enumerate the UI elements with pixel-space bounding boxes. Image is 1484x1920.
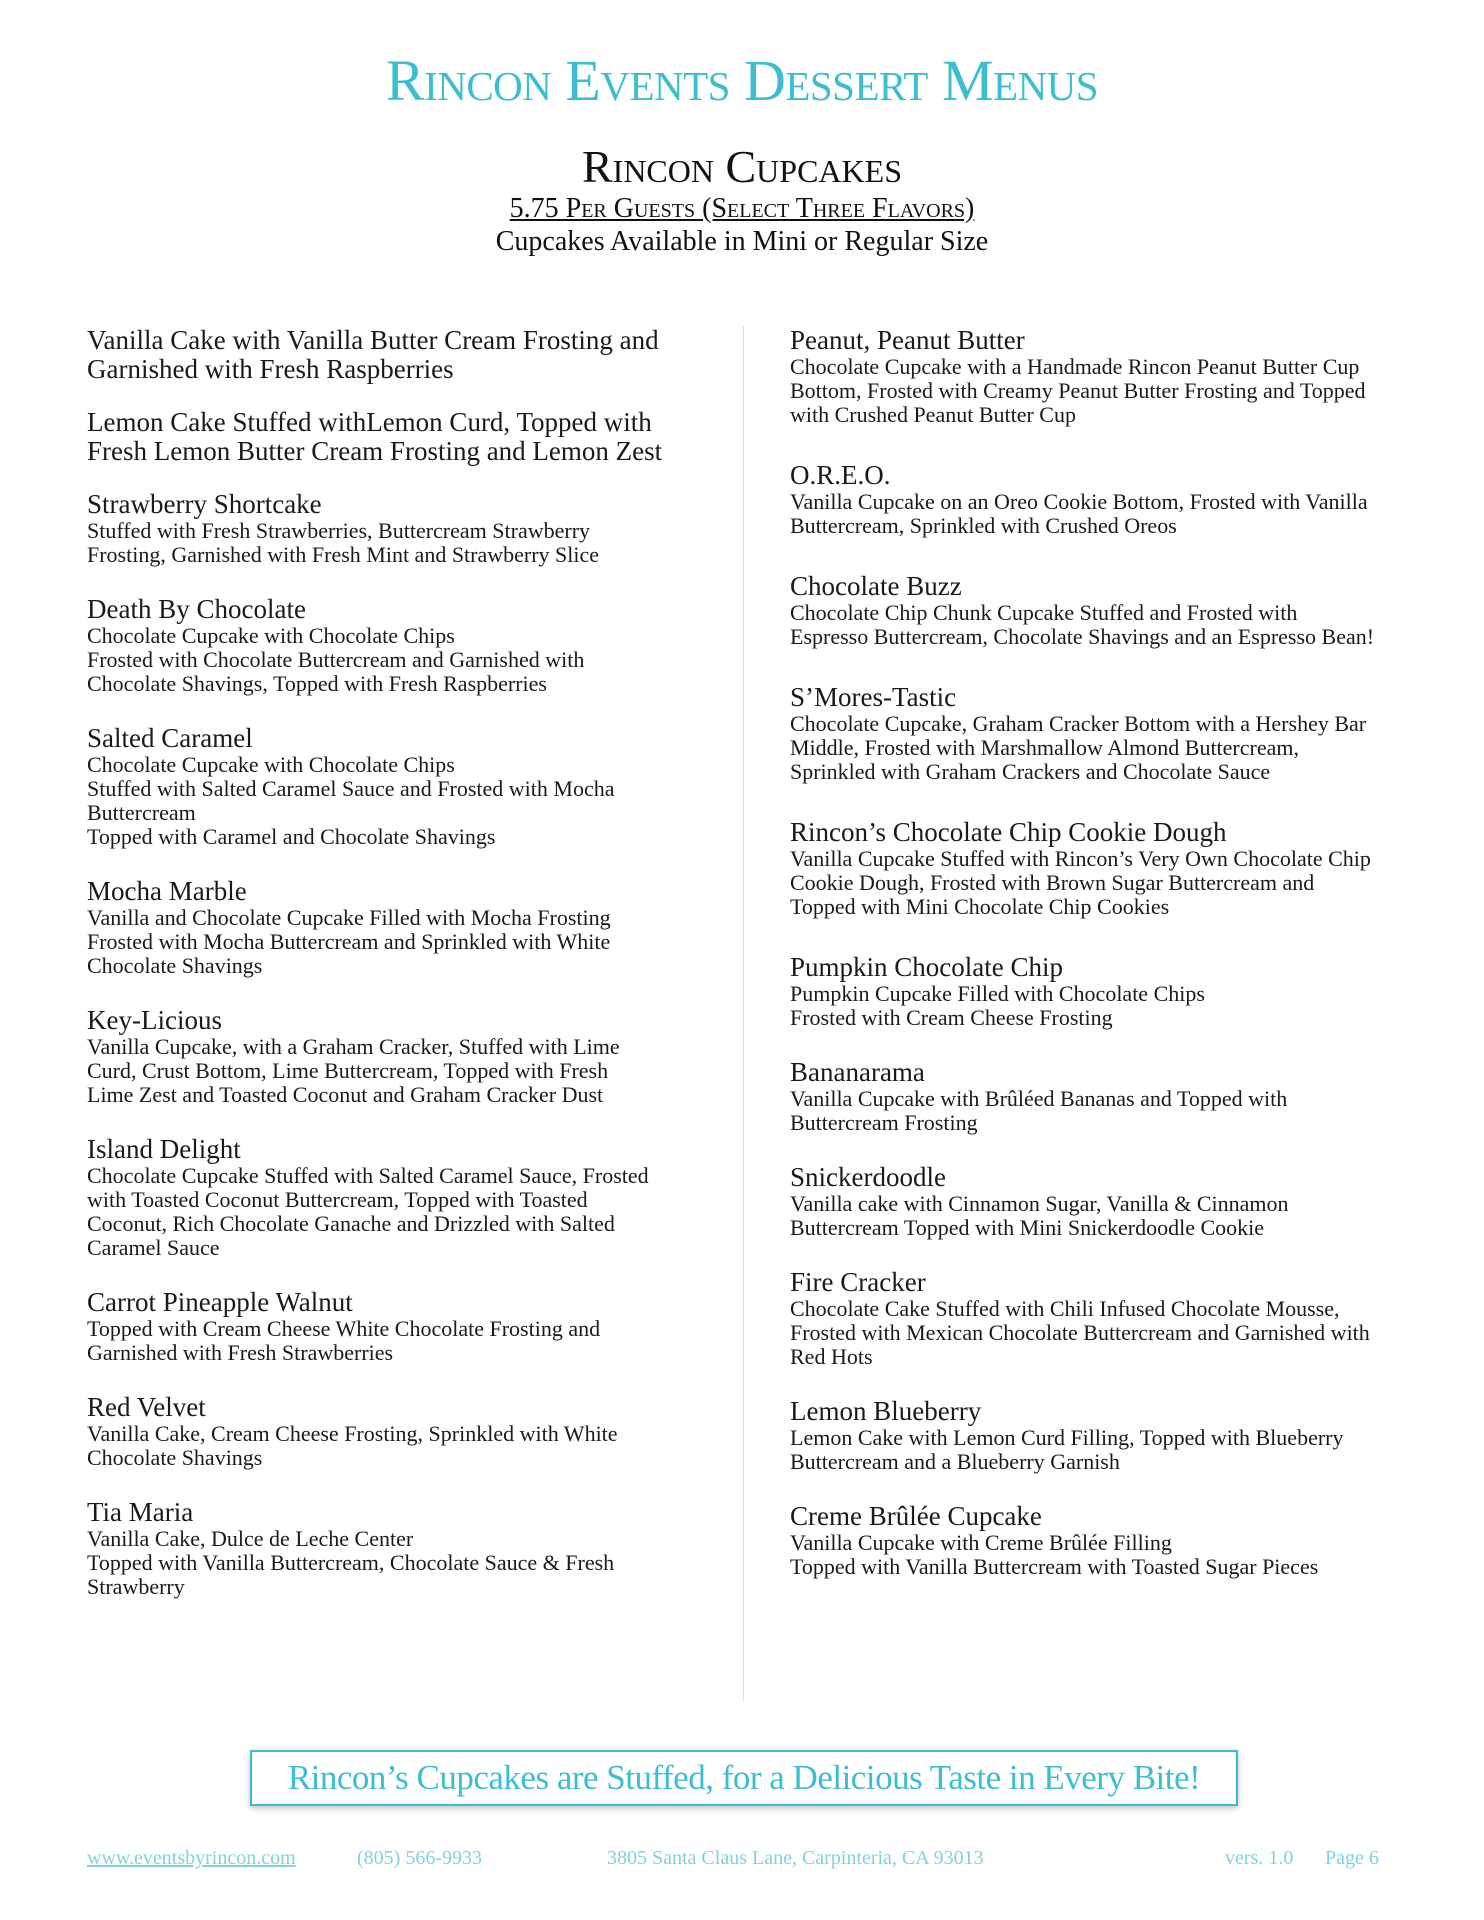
price-line: 5.75 Per Guests (Select Three Flavors) [509, 193, 975, 224]
menu-item-name: Strawberry Shortcake [87, 489, 322, 519]
left-menu-column [87, 326, 727, 1599]
menu-item-desc: Vanilla cake with Cinnamon Sugar, Vanilla & Cinnamon Buttercream Topped with Mini Snickerdoodle Cookie [790, 1191, 1289, 1240]
menu-item-name: Snickerdoodle [790, 1162, 946, 1192]
menu-item-desc: Vanilla and Chocolate Cupcake Filled with Mocha Frosting Frosted with Mocha Buttercream and Sprinkled with White Chocolate Shavings [87, 905, 611, 978]
menu-item [790, 1058, 1460, 1135]
menu-item-desc: Chocolate Cupcake, Graham Cracker Bottom with a Hershey Bar Middle, Frosted with Marshmallow Almond Buttercream, Sprinkled with Graham Crackers and Chocolate Sauce [790, 711, 1367, 784]
menu-item-name: Red Velvet [87, 1392, 206, 1422]
menu-item-name: Death By Chocolate [87, 594, 306, 624]
menu-item-name: Lemon Blueberry [790, 1396, 982, 1426]
menu-item-name: Rincon’s Chocolate Chip Cookie Dough [790, 817, 1227, 847]
menu-item-name: Bananarama [790, 1057, 925, 1087]
menu-item-name: Carrot Pineapple Walnut [87, 1287, 353, 1317]
menu-item-name: Tia Maria [87, 1497, 194, 1527]
menu-item-name: Mocha Marble [87, 876, 247, 906]
menu-item-desc: Chocolate Cupcake with Chocolate Chips Frosted with Chocolate Buttercream and Garnished with Chocolate Shavings, Topped with Fresh Raspberries [87, 623, 585, 696]
menu-item [790, 326, 1460, 427]
menu-item [87, 1288, 727, 1365]
menu-item-desc: Vanilla Cupcake, with a Graham Cracker, Stuffed with Lime Curd, Crust Bottom, Lime Buttercream, Topped with Fresh Lime Zest and Toasted Coconut and Graham Cracker Dust [87, 1034, 620, 1107]
menu-item [87, 490, 727, 567]
menu-item-vanilla-lead: Vanilla Cake with Vanilla Butter Cream Frosting and Garnished with Fresh Raspberries [87, 325, 659, 384]
menu-item [790, 461, 1460, 538]
section-title: Rincon Cupcakes [581, 141, 902, 192]
menu-item [790, 1268, 1460, 1369]
phone-number: (805) 566-9933 [357, 1847, 482, 1869]
menu-item-desc: Stuffed with Fresh Strawberries, Buttercream Strawberry Frosting, Garnished with Fresh Mint and Strawberry Slice [87, 518, 600, 567]
menu-item-desc: Lemon Cake with Lemon Curd Filling, Topped with Blueberry Buttercream and a Blueberry Garnish [790, 1425, 1344, 1474]
menu-item [790, 1397, 1460, 1474]
tagline-banner: Rincon’s Cupcakes are Stuffed, for a Delicious Taste in Every Bite! [250, 1750, 1238, 1806]
menu-item [87, 877, 727, 978]
menu-item [790, 818, 1460, 919]
menu-item-desc: Chocolate Cake Stuffed with Chili Infused Chocolate Mousse, Frosted with Mexican Chocolate Buttercream and Garnished with Red Hots [790, 1296, 1370, 1369]
page-title: Rincon Events Dessert Menus [385, 48, 1099, 113]
menu-item-desc: Vanilla Cupcake with Brûléed Bananas and Topped with Buttercream Frosting [790, 1086, 1288, 1135]
menu-item-lemon-lead: Lemon Cake Stuffed withLemon Curd, Topped with Fresh Lemon Butter Cream Frosting and Lemon Zest [87, 407, 663, 466]
menu-item-name: Peanut, Peanut Butter [790, 325, 1025, 355]
menu-item [790, 572, 1460, 649]
menu-item-desc: Vanilla Cupcake on an Oreo Cookie Bottom, Frosted with Vanilla Buttercream, Sprinkled with Crushed Oreos [790, 489, 1368, 538]
menu-item [790, 953, 1460, 1030]
menu-item-desc: Chocolate Cupcake with Chocolate Chips Stuffed with Salted Caramel Sauce and Frosted with Mocha Buttercream Topped with Caramel and Chocolate Shavings [87, 752, 615, 849]
menu-item [790, 1163, 1460, 1240]
menu-item-name: Fire Cracker [790, 1267, 926, 1297]
version-label: vers. 1.0 [1225, 1847, 1294, 1869]
menu-item-name: O.R.E.O. [790, 460, 891, 490]
menu-item-desc: Vanilla Cake, Cream Cheese Frosting, Sprinkled with White Chocolate Shavings [87, 1421, 618, 1470]
menu-item-desc: Vanilla Cupcake Stuffed with Rincon’s Very Own Chocolate Chip Cookie Dough, Frosted with Brown Sugar Buttercream and Topped with Mini Chocolate Chip Cookies [790, 846, 1371, 919]
menu-item [790, 683, 1460, 784]
menu-item-desc: Chocolate Cupcake Stuffed with Salted Caramel Sauce, Frosted with Toasted Coconut Buttercream, Topped with Toasted Coconut, Rich Chocolate Ganache and Drizzled with Salted Caramel Sauce [87, 1163, 649, 1260]
page-number: Page 6 [1325, 1847, 1379, 1869]
menu-item-name: Salted Caramel [87, 723, 253, 753]
menu-item [87, 1393, 727, 1470]
column-divider [743, 326, 744, 1701]
right-menu-column [790, 326, 1460, 1579]
menu-item-name: Chocolate Buzz [790, 571, 962, 601]
menu-item-desc: Chocolate Chip Chunk Cupcake Stuffed and Frosted with Espresso Buttercream, Chocolate Shavings and an Espresso Bean! [790, 600, 1375, 649]
menu-item [87, 1135, 727, 1260]
menu-item [87, 595, 727, 696]
menu-item-name: Pumpkin Chocolate Chip [790, 952, 1063, 982]
menu-item [87, 1006, 727, 1107]
menu-item-desc: Topped with Cream Cheese White Chocolate Frosting and Garnished with Fresh Strawberries [87, 1316, 601, 1365]
menu-item [87, 1498, 727, 1599]
address: 3805 Santa Claus Lane, Carpinteria, CA 93013 [607, 1847, 984, 1869]
menu-item [87, 724, 727, 849]
website-link[interactable]: www.eventsbyrincon.com [87, 1847, 296, 1869]
menu-item-name: Island Delight [87, 1134, 241, 1164]
menu-item-name: Key-Licious [87, 1005, 222, 1035]
menu-item-name: Creme Brûlée Cupcake [790, 1501, 1042, 1531]
menu-item-desc: Vanilla Cake, Dulce de Leche Center Topped with Vanilla Buttercream, Chocolate Sauce & Fresh Strawberry [87, 1526, 615, 1599]
size-line: Cupcakes Available in Mini or Regular Size [495, 226, 989, 257]
menu-item-desc: Chocolate Cupcake with a Handmade Rincon Peanut Butter Cup Bottom, Frosted with Creamy Peanut Butter Frosting and Topped with Crushed Peanut Butter Cup [790, 354, 1366, 427]
menu-item-desc: Pumpkin Cupcake Filled with Chocolate Chips Frosted with Cream Cheese Frosting [790, 981, 1205, 1030]
menu-item [790, 1502, 1460, 1579]
menu-item-desc: Vanilla Cupcake with Creme Brûlée Filling Topped with Vanilla Buttercream with Toasted Sugar Pieces [790, 1530, 1319, 1579]
menu-item-name: S’Mores-Tastic [790, 682, 957, 712]
